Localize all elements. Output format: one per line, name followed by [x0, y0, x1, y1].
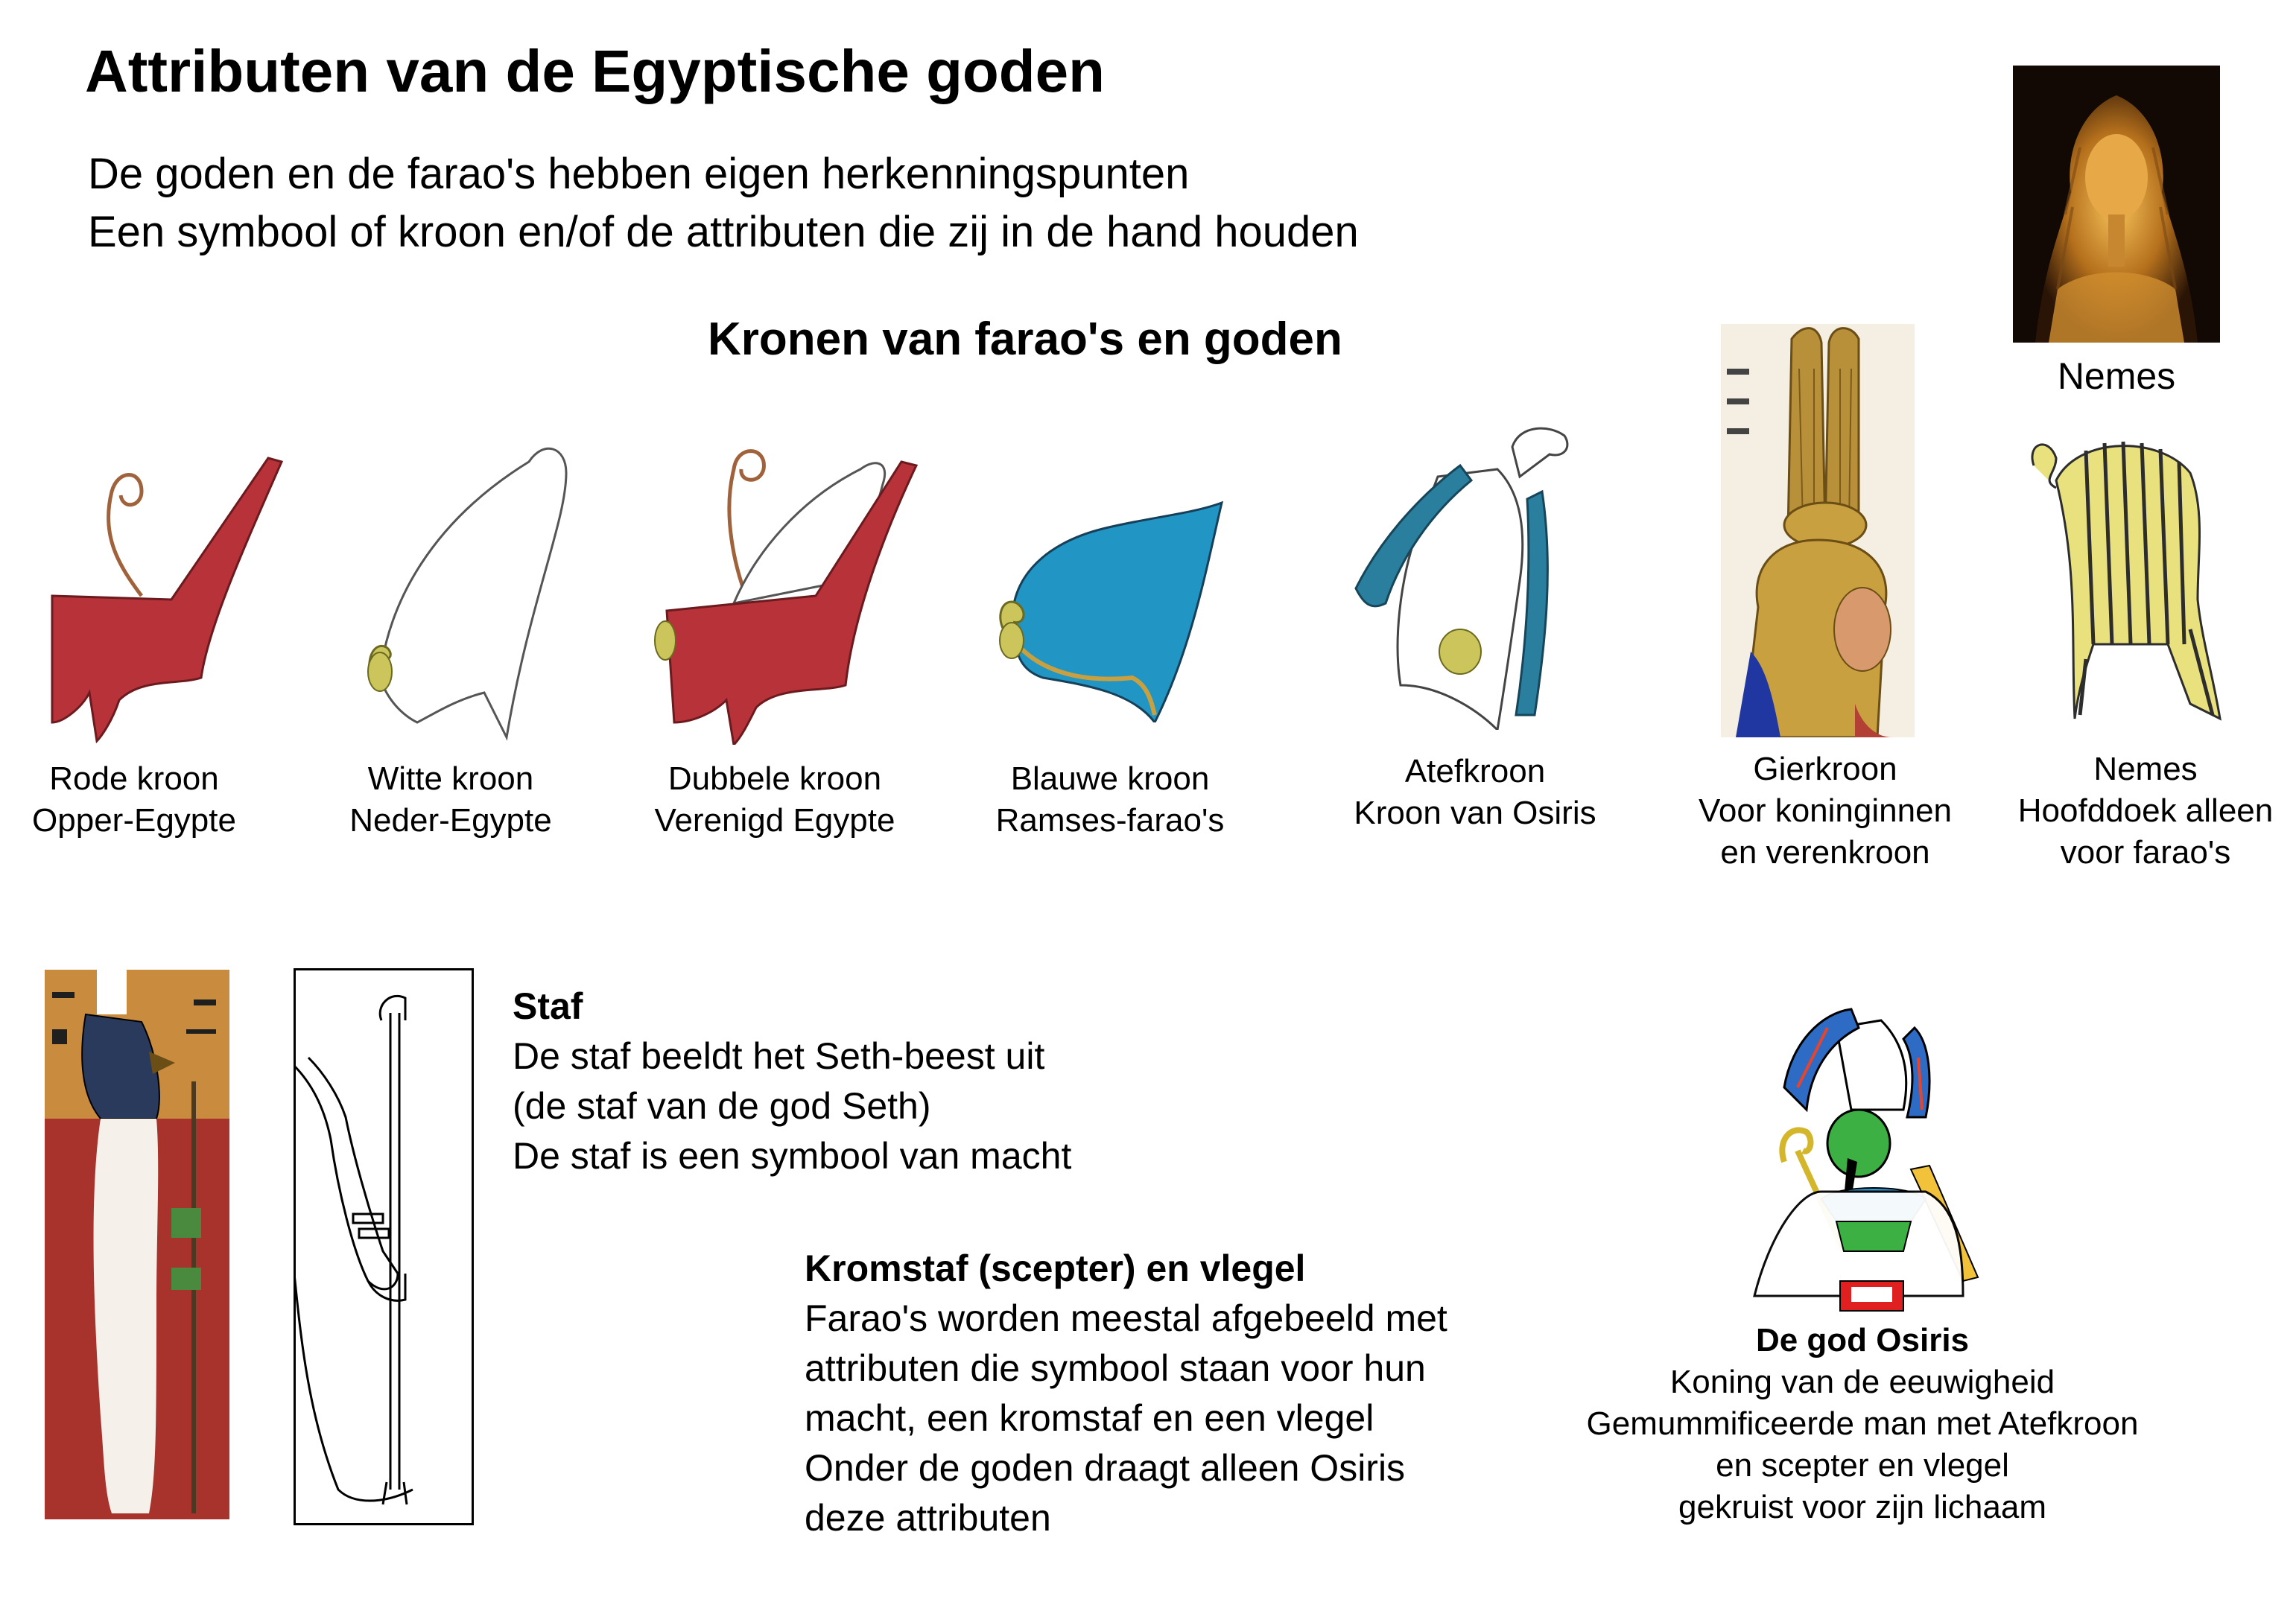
crown-caption-blue [976, 758, 1244, 842]
staf-line: (de staf van de god Seth) [513, 1085, 931, 1127]
staf-title: Staf [513, 985, 583, 1027]
crown-name: Gierkroon [1753, 751, 1897, 787]
crown-name: Atefkroon [1404, 753, 1546, 789]
crown-name: Witte kroon [367, 760, 534, 797]
osiris-figure-icon [1740, 998, 2008, 1318]
atef-crown-image [1348, 417, 1594, 730]
osiris-line: en scepter en vlegel [1716, 1447, 2009, 1484]
kromstaf-line: attributen die symbool staan voor hun [805, 1347, 1426, 1389]
crown-desc-2: en verenkroon [1720, 834, 1930, 871]
osiris-title: De god Osiris [1755, 1322, 1970, 1358]
osiris-line: Koning van de eeuwigheid [1669, 1364, 2055, 1400]
white-crown-icon [343, 432, 596, 745]
crown-caption-nemes [1997, 749, 2295, 874]
crown-caption-atef [1333, 751, 1617, 834]
golden-mask-icon [2013, 66, 2220, 343]
staff-drawing-image [294, 968, 474, 1525]
kromstaf-title: Kromstaf (scepter) en vlegel [805, 1248, 1306, 1289]
crown-desc: Verenigd Egypte [654, 802, 895, 839]
crown-caption-white [335, 758, 566, 842]
atef-crown-icon [1348, 417, 1594, 730]
kromstaf-line: macht, een kromstaf en een vlegel [805, 1397, 1374, 1439]
kromstaf-line: deze attributen [805, 1497, 1051, 1539]
osiris-figure-image [1740, 998, 2008, 1318]
nemes-mask-photo [2013, 66, 2220, 343]
crown-desc: Hoofddoek alleen [2017, 792, 2274, 829]
staf-line: De staf is een symbool van macht [513, 1135, 1072, 1177]
staff-drawing-icon [294, 968, 474, 1525]
intro-line-2: Een symbool of kroon en/of de attributen die zij in de hand houden [88, 208, 1359, 256]
red-crown-icon [30, 439, 291, 745]
horus-figure-image [45, 970, 229, 1519]
intro-line-1: De goden en de farao's hebben eigen herkenningspunten [88, 150, 1190, 198]
crown-desc: Ramses-farao's [995, 802, 1225, 839]
vulture-crown-icon [1721, 324, 1915, 737]
crown-caption-vulture [1691, 749, 1959, 874]
crown-caption-double [641, 758, 909, 842]
page-title: Attributen van de Egyptische goden [85, 38, 1106, 104]
crown-name: Dubbele kroon [667, 760, 882, 797]
red-crown-image [30, 439, 291, 745]
nemes-photo-label: Nemes [2057, 355, 2176, 397]
nemes-headcloth-icon [2011, 421, 2227, 734]
horus-figure-icon [45, 970, 229, 1519]
crown-desc: Voor koninginnen [1698, 792, 1953, 829]
crown-desc: Neder-Egypte [349, 802, 552, 839]
blue-crown-image [983, 499, 1237, 722]
staf-section [513, 982, 1071, 1181]
osiris-line: gekruist voor zijn lichaam [1678, 1489, 2046, 1525]
crown-caption-red [15, 758, 253, 842]
crown-name: Nemes [2093, 751, 2198, 787]
crown-desc: Kroon van Osiris [1354, 795, 1596, 831]
crown-name: Blauwe kroon [1010, 760, 1210, 797]
crown-name: Rode kroon [49, 760, 219, 797]
kromstaf-section [805, 1244, 1447, 1543]
kromstaf-line: Farao's worden meestal afgebeeld met [805, 1297, 1447, 1339]
osiris-line: Gemummificeerde man met Atefkroon [1586, 1405, 2139, 1442]
crowns-heading: Kronen van farao's en goden [708, 314, 1342, 365]
crown-desc: Opper-Egypte [32, 802, 236, 839]
white-crown-image [343, 432, 596, 745]
osiris-caption [1535, 1320, 2190, 1528]
staf-line: De staf beeldt het Seth-beest uit [513, 1035, 1045, 1077]
double-crown-icon [644, 417, 935, 745]
nemes-headcloth-image [2011, 421, 2227, 734]
double-crown-image [644, 417, 935, 745]
vulture-crown-image [1721, 324, 1915, 737]
blue-crown-icon [983, 499, 1237, 722]
crown-desc-2: voor farao's [2060, 834, 2231, 871]
kromstaf-line: Onder de goden draagt alleen Osiris [805, 1447, 1406, 1489]
